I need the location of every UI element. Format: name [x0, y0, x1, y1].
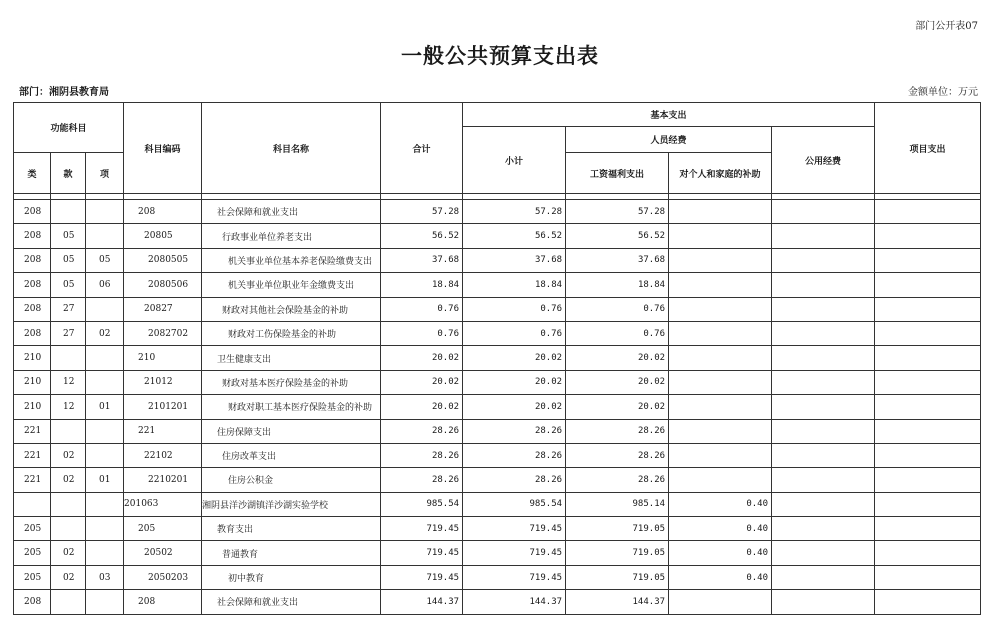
cell-wages: 28.26	[566, 468, 669, 492]
cell-lei: 210	[14, 395, 51, 419]
cell-total: 28.26	[381, 468, 463, 492]
cell-lei: 205	[14, 541, 51, 565]
cell-project	[875, 443, 981, 467]
cell-total: 28.26	[381, 419, 463, 443]
cell-kuan: 27	[51, 321, 86, 345]
header-lei: 类	[14, 153, 51, 194]
cell-public	[772, 468, 875, 492]
cell-total: 57.28	[381, 200, 463, 224]
cell-project	[875, 297, 981, 321]
header-func-subject: 功能科目	[14, 103, 124, 153]
table-row	[14, 419, 981, 443]
cell-subsidy	[669, 419, 772, 443]
table-row	[14, 370, 981, 394]
cell-subtotal: 0.76	[463, 321, 566, 345]
cell-subsidy	[669, 370, 772, 394]
cell-code: 208	[124, 590, 202, 614]
cell-project	[875, 419, 981, 443]
cell-subsidy	[669, 321, 772, 345]
cell-wages: 56.52	[566, 224, 669, 248]
cell-project	[875, 590, 981, 614]
cell-total: 28.26	[381, 443, 463, 467]
table-row	[14, 443, 981, 467]
cell-project	[875, 541, 981, 565]
cell-subtotal: 28.26	[463, 468, 566, 492]
cell-kuan: 12	[51, 395, 86, 419]
cell-total: 56.52	[381, 224, 463, 248]
page-title: 一般公共预算支出表	[401, 43, 599, 68]
cell-xiang	[86, 541, 124, 565]
table-body	[14, 200, 981, 615]
cell-project	[875, 321, 981, 345]
cell-kuan	[51, 419, 86, 443]
cell-public	[772, 248, 875, 272]
cell-xiang: 03	[86, 565, 124, 589]
cell-public	[772, 346, 875, 370]
cell-public	[772, 297, 875, 321]
cell-public	[772, 370, 875, 394]
cell-wages: 28.26	[566, 443, 669, 467]
cell-kuan	[51, 200, 86, 224]
cell-code: 210	[124, 346, 202, 370]
cell-subsidy	[669, 395, 772, 419]
cell-subtotal: 28.26	[463, 443, 566, 467]
cell-name: 普通教育	[202, 541, 381, 565]
cell-lei: 208	[14, 248, 51, 272]
table-row	[14, 590, 981, 614]
cell-name: 财政对工伤保险基金的补助	[202, 321, 381, 345]
cell-public	[772, 273, 875, 297]
cell-code: 21012	[124, 370, 202, 394]
cell-project	[875, 395, 981, 419]
table-row	[14, 297, 981, 321]
cell-total: 719.45	[381, 565, 463, 589]
cell-project	[875, 370, 981, 394]
cell-lei: 208	[14, 590, 51, 614]
cell-kuan: 05	[51, 273, 86, 297]
table-header	[14, 103, 981, 200]
cell-subsidy: 0.40	[669, 492, 772, 516]
cell-total: 18.84	[381, 273, 463, 297]
header-subsidy: 对个人和家庭的补助	[669, 153, 772, 194]
cell-code: 22102	[124, 443, 202, 467]
cell-subtotal: 20.02	[463, 395, 566, 419]
cell-public	[772, 517, 875, 541]
cell-wages: 20.02	[566, 395, 669, 419]
table-row	[14, 492, 981, 516]
cell-lei: 210	[14, 370, 51, 394]
cell-project	[875, 492, 981, 516]
cell-subtotal: 144.37	[463, 590, 566, 614]
cell-lei: 208	[14, 200, 51, 224]
cell-xiang: 05	[86, 248, 124, 272]
table-row	[14, 273, 981, 297]
cell-kuan: 02	[51, 565, 86, 589]
cell-subtotal: 719.45	[463, 517, 566, 541]
cell-kuan: 27	[51, 297, 86, 321]
cell-code: 2082702	[124, 321, 202, 345]
cell-subsidy	[669, 224, 772, 248]
header-xiang: 项	[86, 153, 124, 194]
cell-wages: 985.14	[566, 492, 669, 516]
cell-subtotal: 28.26	[463, 419, 566, 443]
table-row	[14, 565, 981, 589]
cell-xiang	[86, 200, 124, 224]
cell-subsidy: 0.40	[669, 541, 772, 565]
cell-subtotal: 719.45	[463, 565, 566, 589]
header-project: 项目支出	[875, 103, 981, 194]
budget-table	[13, 102, 981, 615]
cell-lei: 210	[14, 346, 51, 370]
cell-name: 财政对基本医疗保险基金的补助	[202, 370, 381, 394]
cell-xiang: 02	[86, 321, 124, 345]
cell-wages: 144.37	[566, 590, 669, 614]
cell-public	[772, 565, 875, 589]
cell-total: 144.37	[381, 590, 463, 614]
cell-total: 20.02	[381, 346, 463, 370]
cell-subsidy: 0.40	[669, 517, 772, 541]
cell-subtotal: 20.02	[463, 346, 566, 370]
cell-public	[772, 492, 875, 516]
cell-wages: 28.26	[566, 419, 669, 443]
cell-name: 住房保障支出	[202, 419, 381, 443]
cell-xiang	[86, 419, 124, 443]
table-row	[14, 200, 981, 224]
cell-project	[875, 248, 981, 272]
cell-xiang: 01	[86, 468, 124, 492]
cell-total: 719.45	[381, 517, 463, 541]
cell-wages: 20.02	[566, 370, 669, 394]
cell-code: 2080506	[124, 273, 202, 297]
cell-name: 社会保障和就业支出	[202, 590, 381, 614]
cell-xiang	[86, 346, 124, 370]
cell-public	[772, 419, 875, 443]
cell-project	[875, 565, 981, 589]
header-total: 合计	[381, 103, 463, 194]
cell-name: 财政对其他社会保险基金的补助	[202, 297, 381, 321]
cell-kuan: 02	[51, 541, 86, 565]
department-label: 部门：湘阴县教育局	[19, 87, 109, 98]
cell-total: 985.54	[381, 492, 463, 516]
cell-xiang	[86, 517, 124, 541]
cell-kuan: 02	[51, 468, 86, 492]
cell-code: 20805	[124, 224, 202, 248]
cell-wages: 719.05	[566, 541, 669, 565]
cell-name: 机关事业单位职业年金缴费支出	[202, 273, 381, 297]
header-basic: 基本支出	[463, 103, 875, 127]
cell-subtotal: 37.68	[463, 248, 566, 272]
cell-public	[772, 321, 875, 345]
cell-name: 财政对职工基本医疗保险基金的补助	[202, 395, 381, 419]
cell-project	[875, 517, 981, 541]
cell-public	[772, 443, 875, 467]
cell-code: 221	[124, 419, 202, 443]
table-row	[14, 248, 981, 272]
cell-wages: 18.84	[566, 273, 669, 297]
table-row	[14, 321, 981, 345]
table-row	[14, 517, 981, 541]
cell-kuan: 05	[51, 248, 86, 272]
cell-wages: 37.68	[566, 248, 669, 272]
header-wages: 工资福利支出	[566, 153, 669, 194]
cell-kuan	[51, 590, 86, 614]
cell-subtotal: 985.54	[463, 492, 566, 516]
header-code: 科目编码	[124, 103, 202, 194]
cell-subtotal: 57.28	[463, 200, 566, 224]
cell-code: 208	[124, 200, 202, 224]
cell-public	[772, 200, 875, 224]
cell-name: 教育支出	[202, 517, 381, 541]
cell-kuan: 12	[51, 370, 86, 394]
cell-public	[772, 590, 875, 614]
cell-wages: 57.28	[566, 200, 669, 224]
cell-kuan: 05	[51, 224, 86, 248]
cell-project	[875, 224, 981, 248]
cell-xiang: 06	[86, 273, 124, 297]
cell-name: 初中教育	[202, 565, 381, 589]
cell-name: 社会保障和就业支出	[202, 200, 381, 224]
cell-xiang	[86, 443, 124, 467]
cell-name: 住房公积金	[202, 468, 381, 492]
cell-subsidy	[669, 248, 772, 272]
cell-subtotal: 56.52	[463, 224, 566, 248]
cell-total: 0.76	[381, 321, 463, 345]
cell-project	[875, 273, 981, 297]
table-row	[14, 224, 981, 248]
cell-lei: 205	[14, 517, 51, 541]
cell-public	[772, 541, 875, 565]
cell-kuan: 02	[51, 443, 86, 467]
cell-project	[875, 346, 981, 370]
cell-code: 20502	[124, 541, 202, 565]
cell-name: 行政事业单位养老支出	[202, 224, 381, 248]
cell-subsidy	[669, 273, 772, 297]
cell-name: 机关事业单位基本养老保险缴费支出	[202, 248, 381, 272]
cell-kuan	[51, 346, 86, 370]
cell-code: 2080505	[124, 248, 202, 272]
cell-name: 卫生健康支出	[202, 346, 381, 370]
cell-lei: 221	[14, 443, 51, 467]
cell-wages: 20.02	[566, 346, 669, 370]
header-public: 公用经费	[772, 127, 875, 194]
cell-public	[772, 224, 875, 248]
cell-xiang	[86, 297, 124, 321]
cell-total: 20.02	[381, 395, 463, 419]
header-kuan: 款	[51, 153, 86, 194]
cell-subsidy	[669, 590, 772, 614]
cell-code: 201063	[124, 492, 202, 516]
cell-kuan	[51, 492, 86, 516]
cell-subsidy	[669, 200, 772, 224]
cell-wages: 719.05	[566, 517, 669, 541]
cell-code: 2050203	[124, 565, 202, 589]
table-row	[14, 395, 981, 419]
table-row	[14, 541, 981, 565]
cell-total: 20.02	[381, 370, 463, 394]
cell-project	[875, 200, 981, 224]
cell-lei: 205	[14, 565, 51, 589]
cell-wages: 0.76	[566, 321, 669, 345]
cell-wages: 719.05	[566, 565, 669, 589]
amount-unit-label: 金额单位：万元	[908, 87, 978, 98]
cell-subsidy: 0.40	[669, 565, 772, 589]
header-name: 科目名称	[202, 103, 381, 194]
cell-name: 湘阴县洋沙湖镇洋沙湖实验学校	[202, 492, 381, 516]
cell-subsidy	[669, 443, 772, 467]
cell-subsidy	[669, 346, 772, 370]
cell-code: 2210201	[124, 468, 202, 492]
cell-name: 住房改革支出	[202, 443, 381, 467]
cell-lei	[14, 492, 51, 516]
table-row	[14, 468, 981, 492]
cell-lei: 208	[14, 321, 51, 345]
cell-xiang	[86, 224, 124, 248]
cell-subtotal: 719.45	[463, 541, 566, 565]
header-subtotal: 小计	[463, 127, 566, 194]
cell-wages: 0.76	[566, 297, 669, 321]
cell-lei: 221	[14, 419, 51, 443]
cell-total: 719.45	[381, 541, 463, 565]
cell-lei: 208	[14, 224, 51, 248]
cell-xiang: 01	[86, 395, 124, 419]
cell-lei: 208	[14, 297, 51, 321]
cell-kuan	[51, 517, 86, 541]
cell-subtotal: 20.02	[463, 370, 566, 394]
form-number: 部门公开表07	[915, 21, 978, 32]
cell-lei: 208	[14, 273, 51, 297]
cell-total: 0.76	[381, 297, 463, 321]
cell-xiang	[86, 492, 124, 516]
cell-subsidy	[669, 468, 772, 492]
cell-code: 2101201	[124, 395, 202, 419]
cell-total: 37.68	[381, 248, 463, 272]
cell-project	[875, 468, 981, 492]
cell-subtotal: 18.84	[463, 273, 566, 297]
cell-lei: 221	[14, 468, 51, 492]
cell-code: 205	[124, 517, 202, 541]
cell-subsidy	[669, 297, 772, 321]
cell-public	[772, 395, 875, 419]
cell-code: 20827	[124, 297, 202, 321]
cell-xiang	[86, 590, 124, 614]
header-personnel: 人员经费	[566, 127, 772, 153]
cell-subtotal: 0.76	[463, 297, 566, 321]
table-row	[14, 346, 981, 370]
cell-xiang	[86, 370, 124, 394]
